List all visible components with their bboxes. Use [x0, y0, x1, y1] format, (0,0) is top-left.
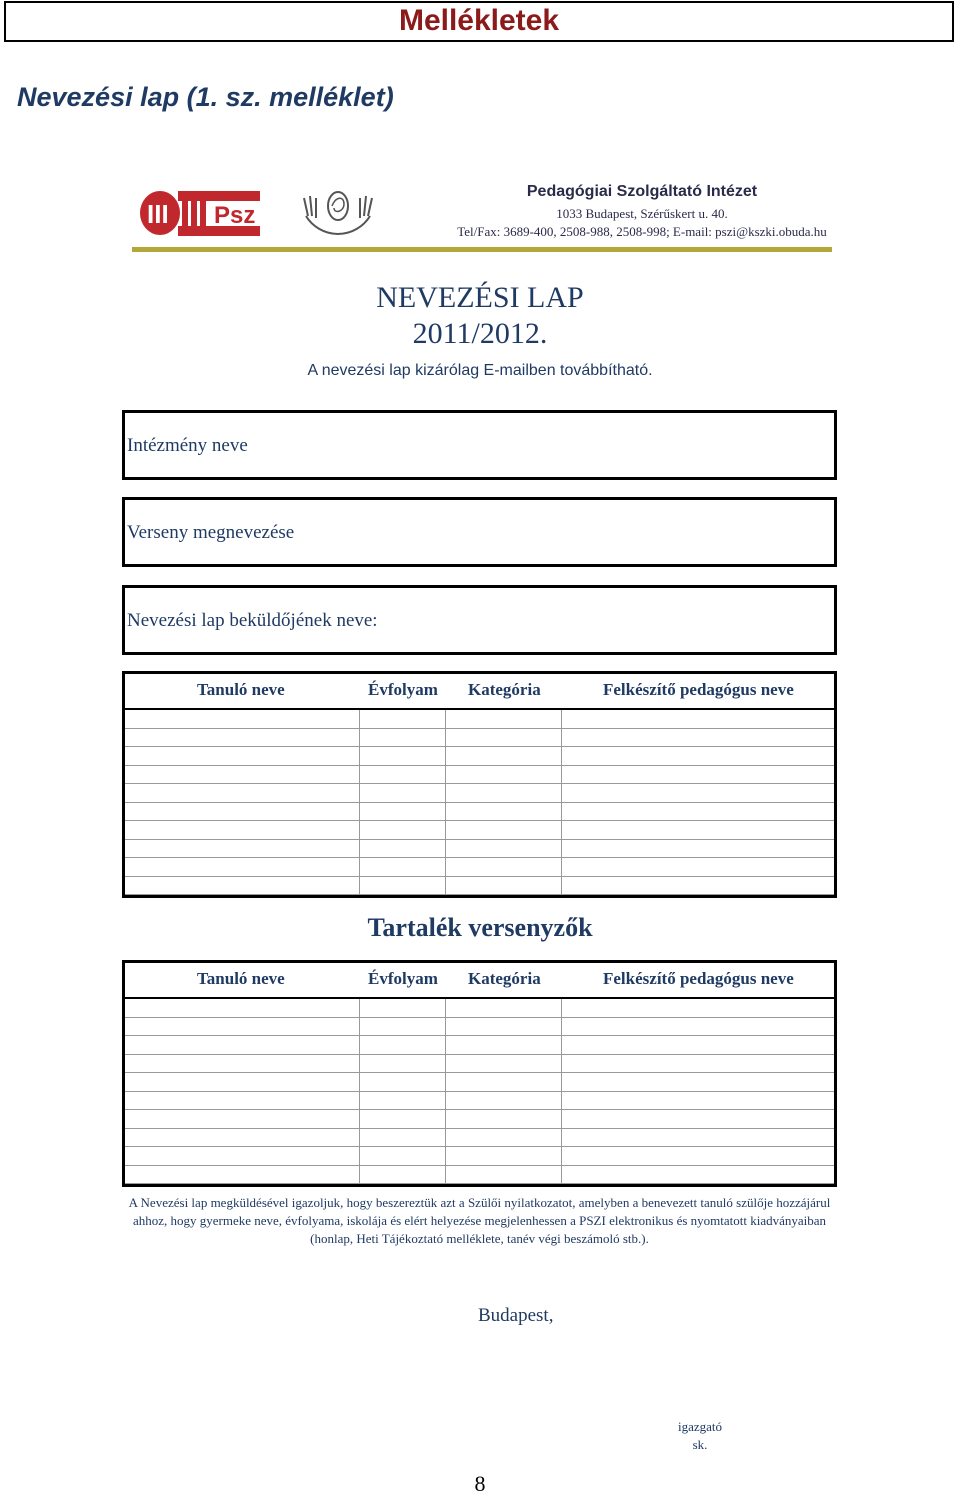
student-cell-divider: [561, 877, 562, 895]
reserve-column-header-category: Kategória: [468, 969, 541, 988]
reserve-table-header: [125, 963, 834, 999]
students-grid: [125, 710, 834, 895]
reserve-grid: [125, 999, 834, 1184]
student-cell-divider: [561, 729, 562, 747]
institution-field[interactable]: [122, 410, 837, 480]
student-cell-divider: [561, 710, 562, 728]
reserve-student-row[interactable]: [125, 1147, 834, 1166]
reserve-student-cell-divider: [445, 1055, 446, 1073]
student-row[interactable]: [125, 821, 834, 840]
org-address: 1033 Budapest, Szérűskert u. 40.: [556, 206, 728, 221]
reserve-student-cell-divider: [561, 1166, 562, 1184]
reserve-student-row[interactable]: [125, 1110, 834, 1129]
column-header-category: Kategória: [468, 680, 541, 699]
reserve-student-cell-divider: [359, 1092, 360, 1110]
reserve-student-cell-divider: [359, 1055, 360, 1073]
student-cell-divider: [445, 877, 446, 895]
reserve-student-row[interactable]: [125, 1092, 834, 1111]
reserve-student-cell-divider: [445, 1036, 446, 1054]
hands-emblem-icon: [298, 186, 378, 238]
student-row[interactable]: [125, 784, 834, 803]
column-header-grade: Évfolyam: [368, 680, 438, 699]
page-subtitle: Nevezési lap (1. sz. melléklet): [17, 82, 394, 112]
student-cell-divider: [445, 710, 446, 728]
reserve-student-row[interactable]: [125, 1129, 834, 1148]
student-cell-divider: [359, 729, 360, 747]
reserve-student-cell-divider: [561, 999, 562, 1017]
reserve-student-cell-divider: [561, 1129, 562, 1147]
student-row[interactable]: [125, 877, 834, 896]
reserve-student-cell-divider: [561, 1147, 562, 1165]
reserve-student-row[interactable]: [125, 1166, 834, 1185]
org-contact: Tel/Fax: 3689-400, 2508-988, 2508-998; E-mail: pszi@kszki.obuda.hu: [457, 224, 827, 239]
reserve-student-cell-divider: [445, 1110, 446, 1128]
reserve-student-cell-divider: [445, 1129, 446, 1147]
reserve-student-cell-divider: [445, 1166, 446, 1184]
signature-block: [660, 1418, 740, 1454]
column-header-teacher: Felkészítő pedagógus neve: [603, 680, 794, 699]
signature-abbr: sk.: [692, 1437, 708, 1452]
column-header-student: Tanuló neve: [197, 680, 285, 699]
reserve-student-cell-divider: [561, 1110, 562, 1128]
reserve-student-cell-divider: [445, 1073, 446, 1091]
reserve-student-cell-divider: [445, 1018, 446, 1036]
form-title: NEVEZÉSI LAP: [376, 281, 584, 314]
student-cell-divider: [561, 821, 562, 839]
student-cell-divider: [445, 784, 446, 802]
reserve-student-cell-divider: [561, 1018, 562, 1036]
reserve-column-header-student: Tanuló neve: [197, 969, 285, 988]
student-cell-divider: [445, 803, 446, 821]
student-cell-divider: [359, 784, 360, 802]
reserve-student-row[interactable]: [125, 1055, 834, 1074]
student-cell-divider: [561, 784, 562, 802]
student-row[interactable]: [125, 840, 834, 859]
consent-text: A Nevezési lap megküldésével igazoljuk, hogy beszereztük azt a Szülői nyilatkozatot, amelyben a benevezett tanuló szülője hozzájárul ahhoz, hogy gyermeke neve, évfolyama, iskolája és elért helyezése megjelenhessen a PSZI elektronikus és nyomtatott kiadványaiban (honlap, Heti Tájékoztató melléklete, tanév végi beszámoló stb.).: [128, 1195, 831, 1246]
section-banner: [4, 1, 954, 42]
student-cell-divider: [445, 747, 446, 765]
student-cell-divider: [561, 803, 562, 821]
reserve-student-cell-divider: [359, 1129, 360, 1147]
student-row[interactable]: [125, 803, 834, 822]
reserve-student-cell-divider: [561, 1073, 562, 1091]
page-number: 8: [474, 1471, 486, 1496]
reserve-title: Tartalék versenyzők: [367, 913, 593, 942]
student-cell-divider: [561, 766, 562, 784]
student-cell-divider: [359, 803, 360, 821]
form-note: A nevezési lap kizárólag E-mailben továbbítható.: [307, 362, 653, 379]
banner-title: Mellékletek: [398, 4, 560, 37]
reserve-student-cell-divider: [561, 1036, 562, 1054]
reserve-student-row[interactable]: [125, 1018, 834, 1037]
student-row[interactable]: [125, 710, 834, 729]
student-cell-divider: [359, 840, 360, 858]
reserve-column-header-grade: Évfolyam: [368, 969, 438, 988]
reserve-student-row[interactable]: [125, 1036, 834, 1055]
reserve-student-cell-divider: [359, 999, 360, 1017]
reserve-student-row[interactable]: [125, 1073, 834, 1092]
student-cell-divider: [561, 858, 562, 876]
student-cell-divider: [561, 840, 562, 858]
student-cell-divider: [359, 710, 360, 728]
student-cell-divider: [445, 766, 446, 784]
reserve-student-cell-divider: [359, 1018, 360, 1036]
institution-label: Intézmény neve: [127, 435, 248, 456]
student-cell-divider: [445, 858, 446, 876]
student-cell-divider: [359, 766, 360, 784]
student-cell-divider: [445, 840, 446, 858]
student-row[interactable]: [125, 729, 834, 748]
reserve-student-cell-divider: [359, 1147, 360, 1165]
reserve-student-cell-divider: [445, 1147, 446, 1165]
student-cell-divider: [561, 747, 562, 765]
student-cell-divider: [359, 747, 360, 765]
reserve-student-cell-divider: [445, 999, 446, 1017]
place-label: Budapest,: [478, 1305, 554, 1326]
reserve-student-cell-divider: [359, 1110, 360, 1128]
reserve-student-cell-divider: [561, 1092, 562, 1110]
reserve-table: [122, 960, 837, 1187]
svg-text:Psz: Psz: [214, 202, 256, 229]
reserve-student-row[interactable]: [125, 999, 834, 1018]
reserve-student-cell-divider: [445, 1092, 446, 1110]
student-cell-divider: [359, 877, 360, 895]
student-row[interactable]: [125, 747, 834, 766]
form-year: 2011/2012.: [412, 317, 548, 350]
reserve-student-cell-divider: [359, 1073, 360, 1091]
org-name: Pedagógiai Szolgáltató Intézet: [526, 183, 758, 200]
sender-field[interactable]: [122, 585, 837, 655]
student-row[interactable]: [125, 858, 834, 877]
competition-field[interactable]: [122, 497, 837, 567]
pszi-logo: [138, 186, 264, 240]
table-header: [125, 674, 834, 710]
reserve-student-cell-divider: [561, 1055, 562, 1073]
reserve-student-cell-divider: [359, 1166, 360, 1184]
students-table: [122, 671, 837, 898]
student-cell-divider: [359, 858, 360, 876]
student-row[interactable]: [125, 766, 834, 785]
student-cell-divider: [445, 729, 446, 747]
student-cell-divider: [359, 821, 360, 839]
signature-title: igazgató: [677, 1419, 723, 1434]
reserve-student-cell-divider: [359, 1036, 360, 1054]
competition-label: Verseny megnevezése: [127, 522, 295, 543]
letterhead-divider: [132, 247, 832, 252]
student-cell-divider: [445, 821, 446, 839]
svg-text:III: III: [147, 199, 169, 229]
reserve-column-header-teacher: Felkészítő pedagógus neve: [603, 969, 794, 988]
sender-label: Nevezési lap beküldőjének neve:: [127, 610, 378, 631]
